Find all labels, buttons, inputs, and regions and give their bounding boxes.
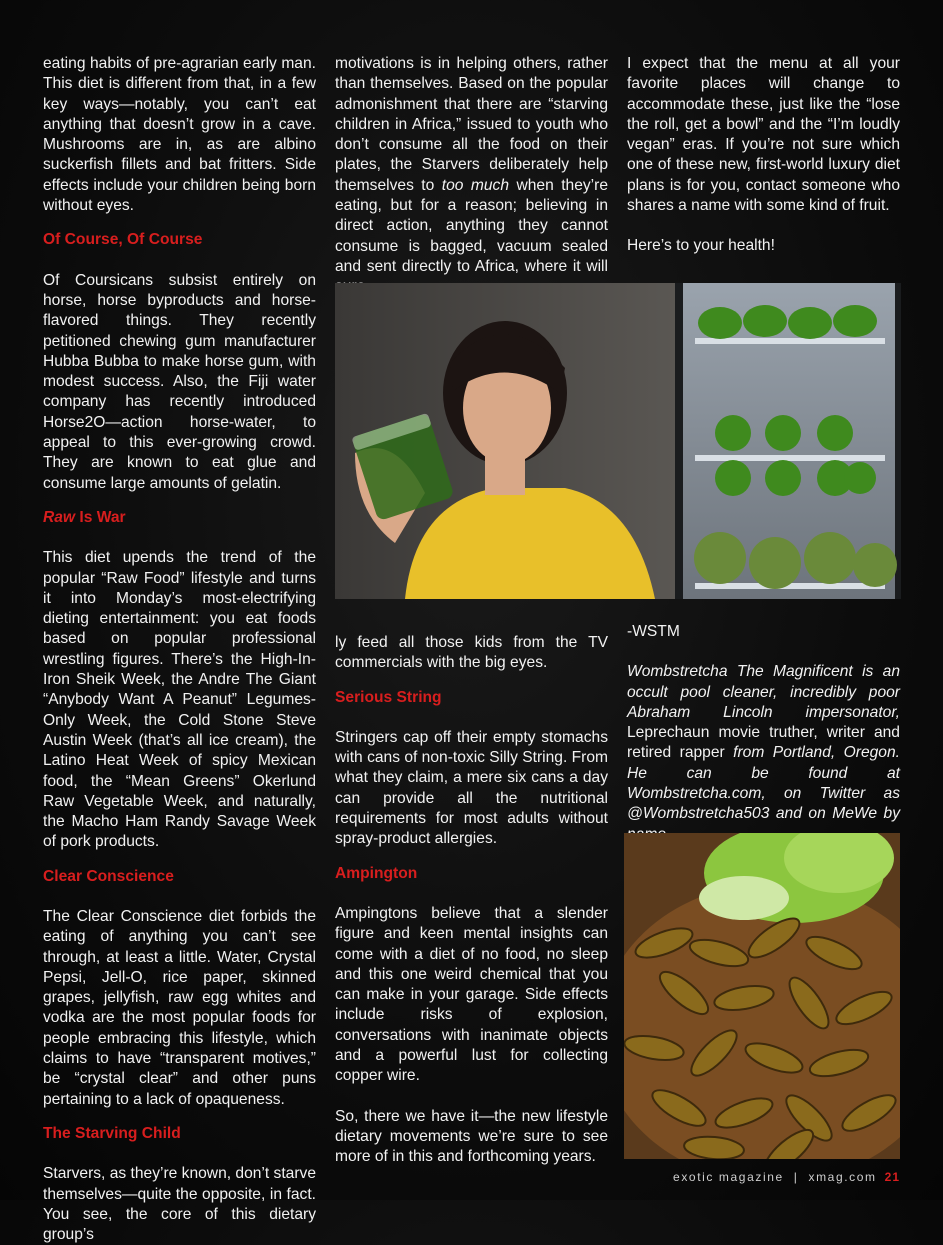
paragraph: eating habits of pre-agrarian early man. This diet is different from that, in a few key ways—notably, you can’t eat anything that doesn’t grow in a cave. Mushrooms are in, as are albino suckerfish fillets and bat fritters. Side effects include your children being born without eyes. <box>43 55 316 215</box>
paragraph: ly feed all those kids from the TV commercials with the big eyes. <box>335 634 608 672</box>
column-3-top <box>627 54 900 257</box>
paragraph <box>335 54 608 298</box>
section-heading <box>43 508 316 528</box>
bio-text-run: Leprechaun movie truther, writer and retired rapper <box>627 724 900 762</box>
paragraph: The Clear Conscience diet forbids the eating of anything you can’t see through, at least a little. Water, Crystal Pepsi, Jell-O, rice paper, skinned grapes, jellyfish, raw egg whites and vodka are the most popular foods for people embracing this lifestyle, which claims to have “transparent motives,” be “crystal clear” and other puns pertaining to a lack of opaqueness. <box>43 907 316 1108</box>
author-bio <box>627 662 900 845</box>
paragraph: This diet upends the trend of the popular “Raw Food” lifestyle and turns it into Monday’s most-electrifying dieting entertainment: you eat foods based on popular professional wrestling figures. There’s the High-In-Iron Sheik Week, the Andre The Giant “Anybody Want A Peanut” Legumes-Only Week, the Cold Stone Steve Austin Week (that’s all ice cream), the Latino Heat Week of spicy Mexican food, the “Mean Greens” Okerlund Raw Vegetable Week, and naturally, the Macho Ham Randy Savage Week of pork products. <box>43 549 316 851</box>
paragraph: Ampingtons believe that a slender figure and keen mental insights can come with a diet of no food, no sleep and this one weird chemical that you can make in your garage. Side effects include risks of explosion, conversations with inanimate objects and a powerful lust for collecting copper wire. <box>335 904 608 1085</box>
bio-italic-run: Wombstretcha The Magnificent is an occult pool cleaner, incredibly poor Abraham Lincoln impersonator, <box>627 663 900 721</box>
text-run: when they’re eating, but for a reason; believing in direct action, anything they cannot consume is bagged, vacuum sealed and sent directly to Africa, where it will <box>335 176 608 275</box>
photo-woman-drinking-green-juice <box>335 283 901 599</box>
section-heading: Of Course, Of Course <box>43 231 203 249</box>
bio-italic-run: from Portland, Oregon. He can be found at Wombstretcha.com, on Twitter as @Wombstretcha503 and on MeWe by <box>627 744 900 823</box>
section-heading: Ampington <box>335 864 418 882</box>
heading-rest: Is War <box>75 508 126 526</box>
column-2-bottom <box>335 633 608 1168</box>
text-run: motivations is in helping others, rather than themselves. Based on the popular admonishment that there are “starving children in Africa,” issued to youth who don’t consume all the food on their plates, the Starvers deliberately help themselves to <box>335 55 608 194</box>
paragraph: Here’s to your health! <box>627 237 775 255</box>
column-3-bottom <box>627 622 900 845</box>
magazine-name: exotic magazine <box>673 1170 784 1184</box>
column-1 <box>43 54 316 1245</box>
photo-fried-insects-plate <box>624 833 900 1159</box>
page-number: 21 <box>884 1170 900 1184</box>
paragraph: Stringers cap off their empty stomachs with cans of non-toxic Silly String. From what they claim, a mere six cans a day can provide all the nutritional requirements for most adults without spray-product allergies. <box>335 728 608 848</box>
column-2-top <box>335 54 608 298</box>
paragraph: Starvers, as they’re known, don’t starve themselves—quite the opposite, in fact. You see, the core of this dietary group’s <box>43 1165 317 1244</box>
footer-separator: | <box>793 1170 799 1184</box>
section-heading: Serious String <box>335 688 442 706</box>
section-heading: The Starving Child <box>43 1124 181 1142</box>
section-heading: Clear Conscience <box>43 867 174 885</box>
site-url: xmag.com <box>808 1170 877 1184</box>
photo-illustration <box>624 833 900 1159</box>
heading-italic-part: Raw <box>43 508 76 526</box>
signature: -WSTM <box>627 623 680 640</box>
page-footer <box>585 1170 900 1184</box>
italic-run: too much <box>441 176 510 194</box>
paragraph: Of Coursicans subsist entirely on horse, horse byproducts and horse-flavored things. They recently petitioned chewing gum manufacturer Hubba Bubba to make horse gum, with modest success. Also, the Fiji water company has recently introduced Horse2O—action horse-water, to appeal to this ever-growing crowd. They are known to eat glue and consume large amounts of gelatin. <box>43 271 316 492</box>
photo-illustration <box>335 283 901 599</box>
paragraph: I expect that the menu at all your favorite places will change to accommodate these, just like the “lose the roll, get a bowl” and the “I’m loudly vegan” eras. If you’re not sure which one of these new, first-world luxury diet plans is for you, contact someone who shares a name with some kind of fruit. <box>627 55 900 215</box>
paragraph: So, there we have it—the new lifestyle dietary movements we’re sure to see more of in this and forthcoming years. <box>335 1107 608 1166</box>
